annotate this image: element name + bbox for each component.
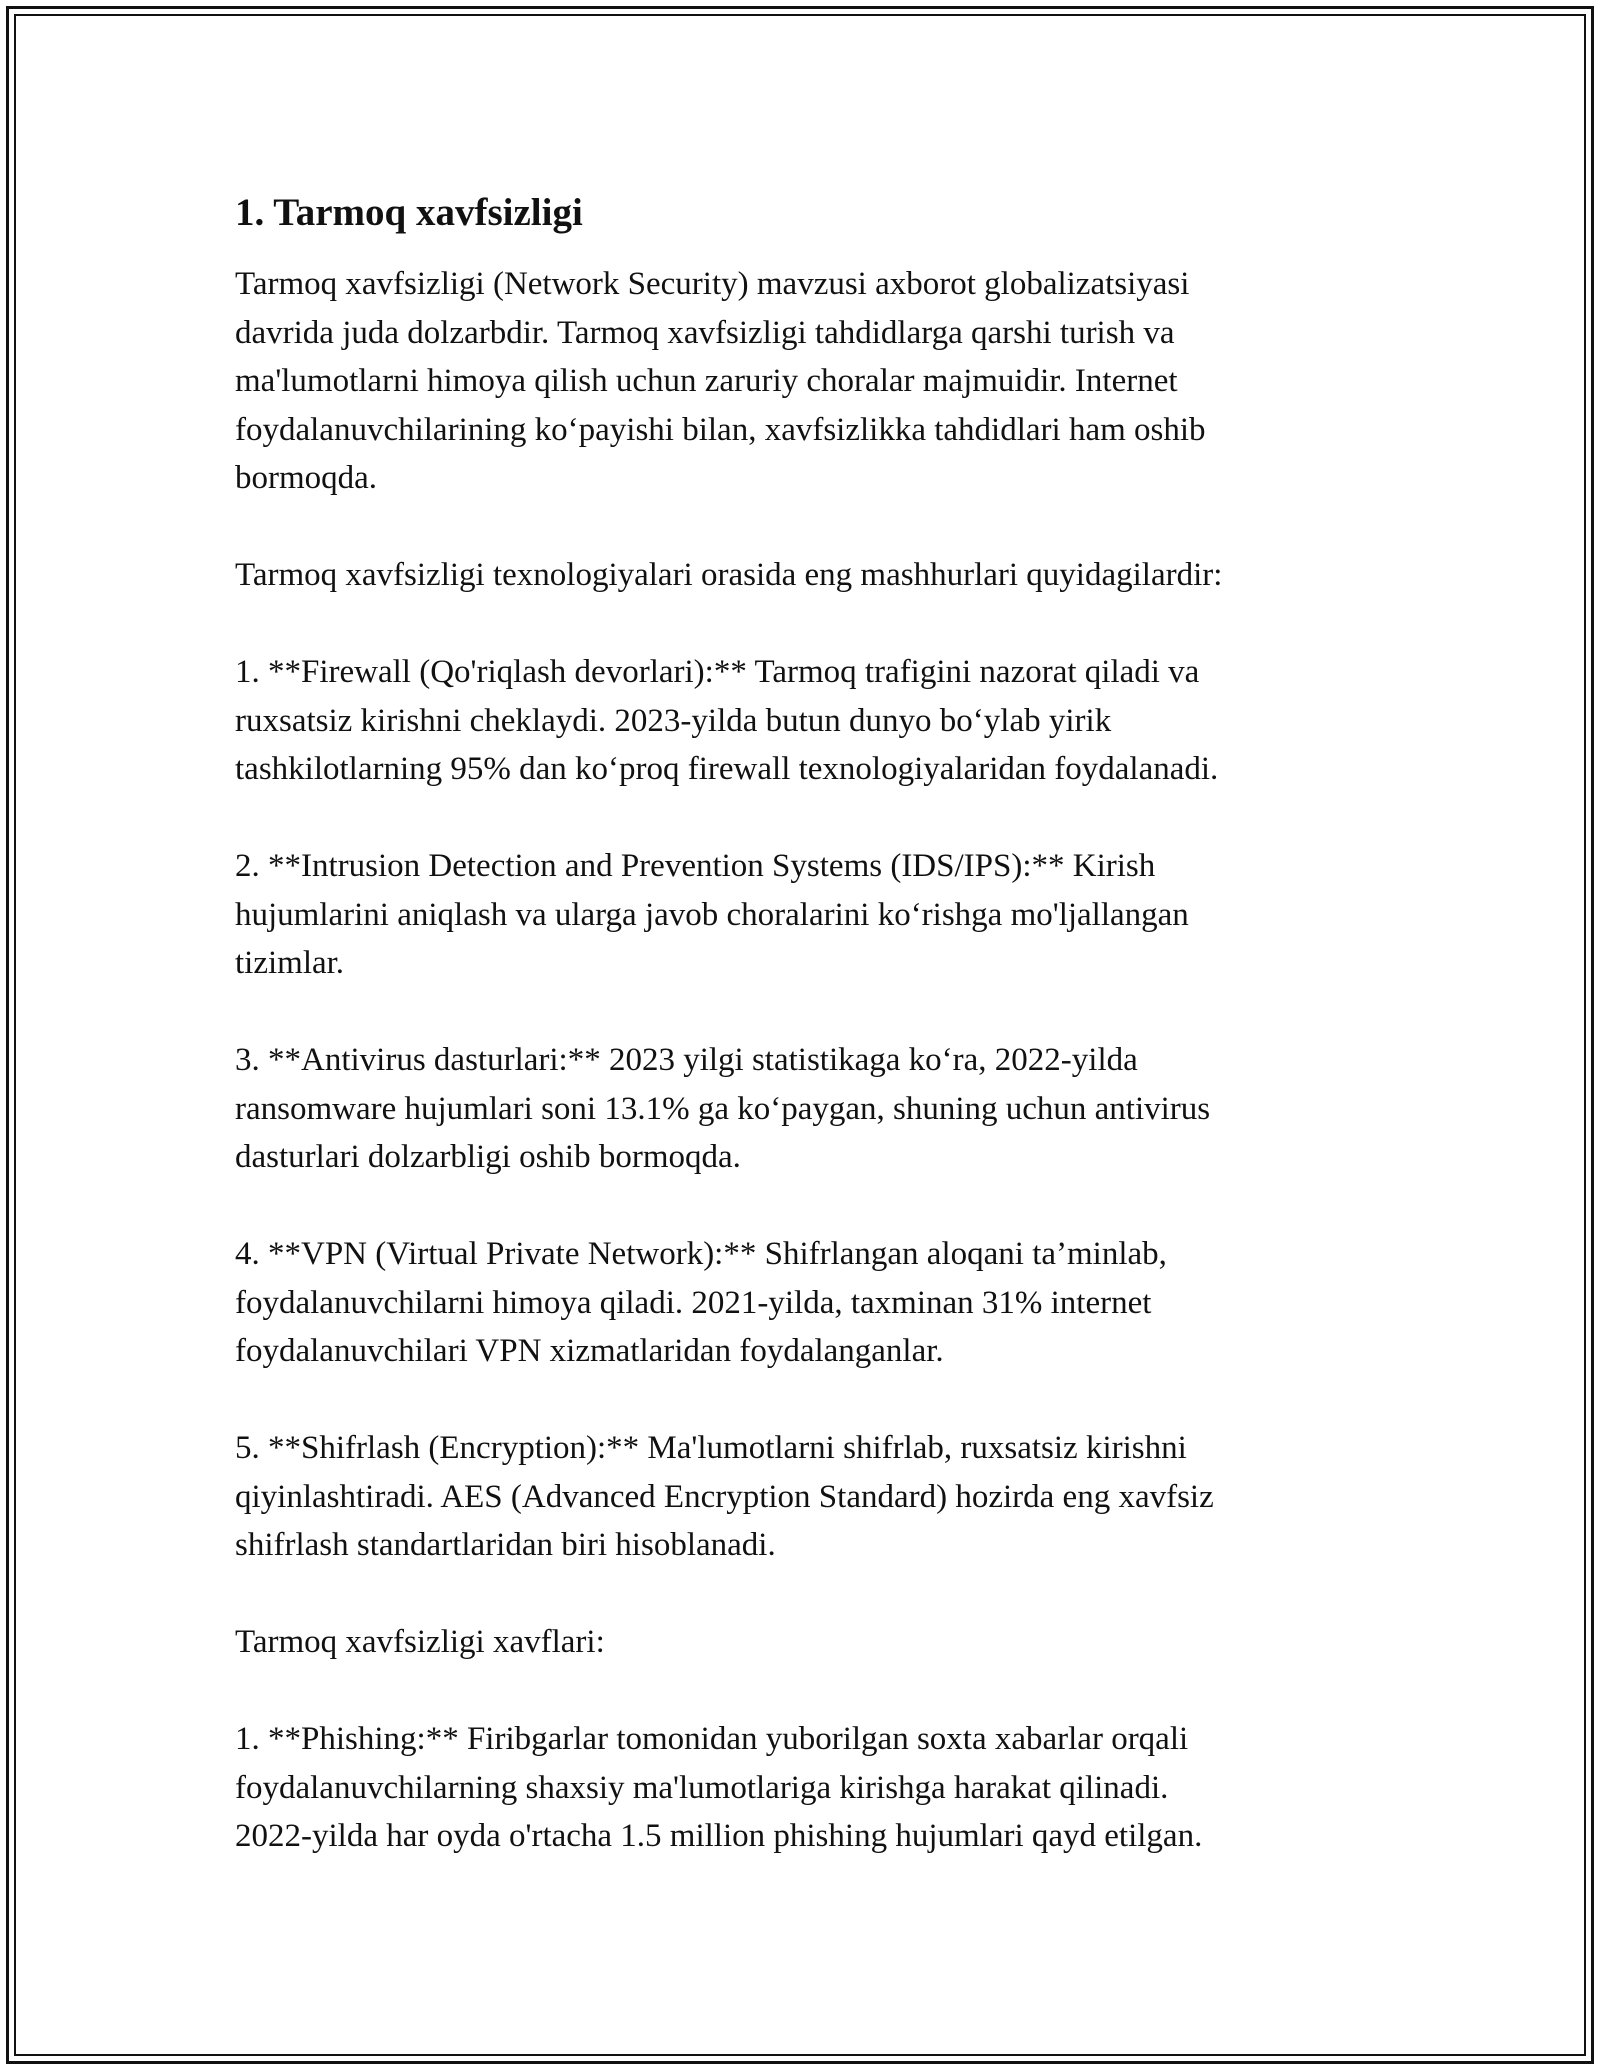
text-line: ransomware hujumlari soni 13.1% ga ko‘paygan, shuning uchun antivirus — [235, 1090, 1211, 1127]
text-line: tashkilotlarning 95% dan ko‘proq firewall texnologiyalaridan foydalanadi. — [235, 751, 1219, 787]
text-line: bormoqda. — [235, 460, 378, 496]
text-line: shifrlash standartlaridan biri hisoblanadi. — [235, 1527, 776, 1563]
paragraph-vpn — [235, 1230, 1370, 1376]
text-line: foydalanuvchilarni himoya qiladi. 2021-yilda, taxminan 31% internet — [235, 1284, 1152, 1321]
text-line: qiyinlashtiradi. AES (Advanced Encryption Standard) hozirda eng xavfsiz — [235, 1478, 1214, 1515]
text-line: 1. **Firewall (Qo'riqlash devorlari):** Tarmoq trafigini nazorat qiladi va — [235, 654, 1200, 690]
text-line: ruxsatsiz kirishni cheklaydi. 2023-yilda butun dunyo bo‘ylab yirik — [235, 702, 1112, 739]
text-line: foydalanuvchilarining ko‘payishi bilan, xavfsizlikka tahdidlari ham oshib — [235, 411, 1206, 448]
document-body — [235, 190, 1370, 1909]
paragraph-intro — [235, 260, 1370, 503]
text-line: 4. **VPN (Virtual Private Network):** Shifrlangan aloqani ta’minlab, — [235, 1236, 1167, 1272]
text-line: davrida juda dolzarbdir. Tarmoq xavfsizligi tahdidlarga qarshi turish va — [235, 314, 1175, 351]
paragraph-ids-ips — [235, 842, 1370, 988]
paragraph-encryption — [235, 1424, 1370, 1570]
text-line: 3. **Antivirus dasturlari:** 2023 yilgi statistikaga ko‘ra, 2022-yilda — [235, 1042, 1138, 1078]
text-line: foydalanuvchilarning shaxsiy ma'lumotlariga kirishga harakat qilinadi. — [235, 1769, 1169, 1806]
paragraph-firewall — [235, 648, 1370, 794]
text-line: ma'lumotlarni himoya qilish uchun zaruriy choralar majmuidir. Internet — [235, 363, 1178, 399]
paragraph-phishing — [235, 1715, 1370, 1861]
text-line: 5. **Shifrlash (Encryption):** Ma'lumotlarni shifrlab, ruxsatsiz kirishni — [235, 1430, 1187, 1466]
text-line: foydalanuvchilari VPN xizmatlaridan foydalanganlar. — [235, 1333, 944, 1369]
text-line: 1. **Phishing:** Firibgarlar tomonidan yuborilgan soxta xabarlar orqali — [235, 1721, 1189, 1757]
paragraph-threats-intro — [235, 1618, 1370, 1667]
text-line: 2. **Intrusion Detection and Prevention Systems (IDS/IPS):** Kirish — [235, 848, 1156, 884]
paragraph-antivirus — [235, 1036, 1370, 1182]
document-title: 1. Tarmoq xavfsizligi — [235, 191, 583, 234]
text-line: hujumlarini aniqlash va ularga javob choralarini ko‘rishga mo'ljallangan — [235, 896, 1189, 933]
text-line: tizimlar. — [235, 945, 345, 981]
text-line: Tarmoq xavfsizligi xavflari: — [235, 1624, 605, 1660]
paragraph-technologies-intro — [235, 551, 1370, 600]
text-line: 2022-yilda har oyda o'rtacha 1.5 million phishing hujumlari qayd etilgan. — [235, 1818, 1203, 1854]
text-line: dasturlari dolzarbligi oshib bormoqda. — [235, 1139, 741, 1175]
text-line: Tarmoq xavfsizligi (Network Security) mavzusi axborot globalizatsiyasi — [235, 266, 1190, 302]
text-line: Tarmoq xavfsizligi texnologiyalari orasida eng mashhurlari quyidagilardir: — [235, 557, 1223, 593]
